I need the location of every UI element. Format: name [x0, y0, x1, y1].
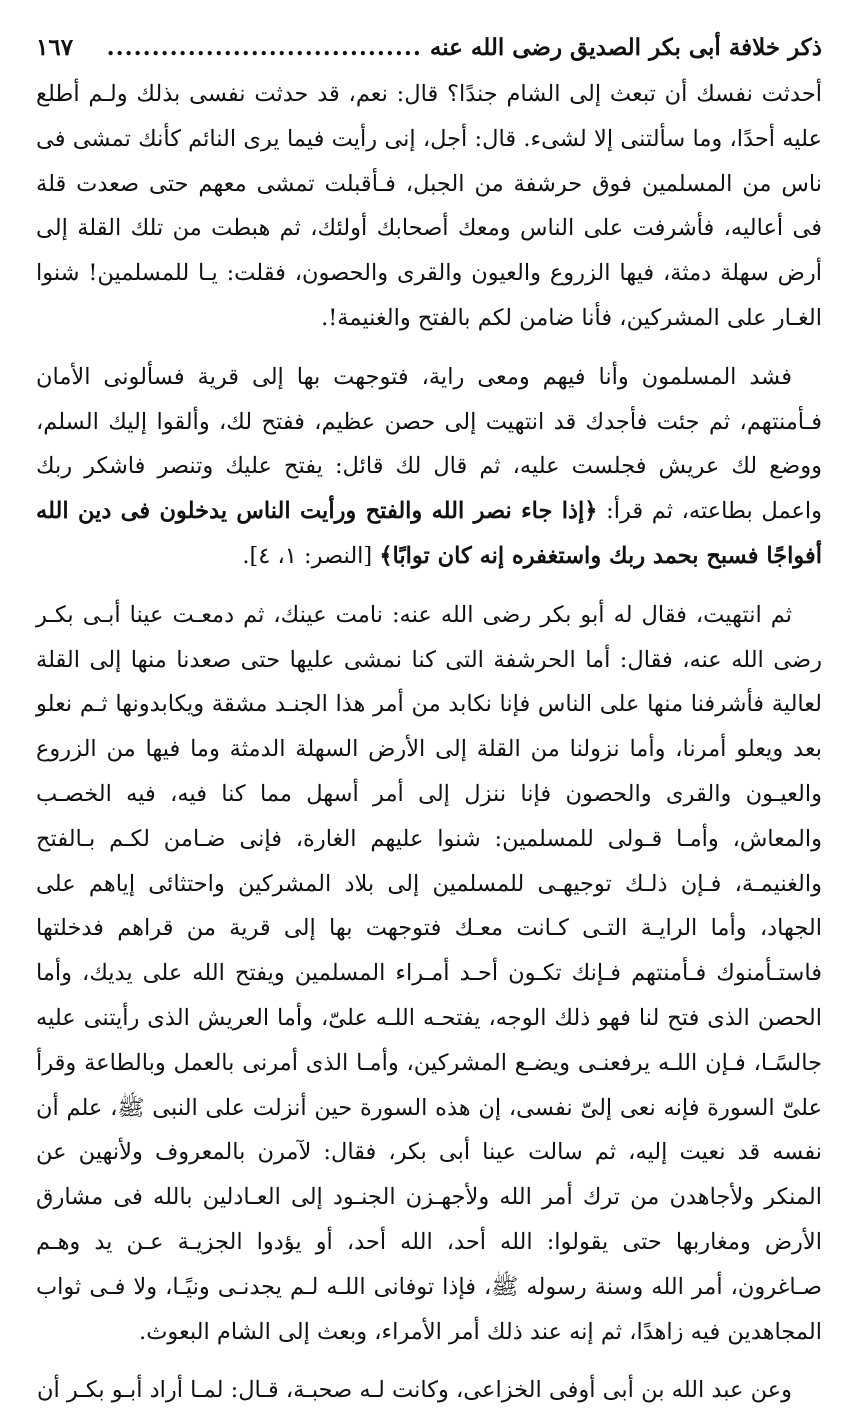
paragraph-next-narration: وعن عبد الله بن أبى أوفى الخزاعى، وكانت لـه صحبـة، قـال: لمـا أراد أبـو بكـر أن — [36, 1377, 792, 1404]
book-page — [36, 34, 822, 1413]
running-header — [36, 34, 822, 72]
leader-dots: ................................... — [106, 34, 422, 61]
paragraph-gap — [36, 579, 822, 593]
chapter-title: ذكر خلافة أبى بكر الصديق رضى الله عنه — [429, 34, 822, 61]
page-number: ١٦٧ — [36, 34, 74, 61]
paragraph-dream-narration: أحدثت نفسك أن تبعث إلى الشام جندًا؟ قال: نعم، قد حدثت نفسى بذلك ولـم أطلع عليه أحدًا، وما سألتنى إلا لشىء. قال: أجل، إنى رأيت فيما يرى النائم كأنك تمشى فى ناس من المسلمين فوق حرشفة من الجبل، فـأقبلت تمشى معهم حتى صعدت قلة فى أعاليه، فأشرفت على الناس ومعك أصحابك أولئك، ثم هبطت من تلك القلة إلى أرض سهلة دمثة، فيها الزروع والعيون والقرى والحصون، فقلت: يـا للمسلمين! شنوا الغـار على المشركين، فأنا ضامن لكم بالفتح والغنيمة!. — [36, 81, 822, 331]
paragraph-gap — [36, 341, 822, 355]
paragraph-dream-continuation — [36, 355, 822, 579]
paragraph-gap — [36, 1354, 822, 1368]
verse-reference: [النصر: ١، ٤]. — [242, 542, 380, 569]
paragraph-dream-interpretation: ثم انتهيت، فقال له أبو بكر رضى الله عنه: نامت عينك، ثم دمعـت عينا أبـى بكـر رضى الله عنه، فقال: أما الحرشفة التى كنا نمشى عليها حتى صعدنا منها إلى القلة لعالية فأشرفنا منها على الناس فإنا نكابد من أمر هذا الجنـد مشقة ويكابدونها ثـم نعلو بعد ويعلو أمرنا، وأما نزولنا من القلة إلى الأرض السهلة الدمثة وما فيها من الزروع والعيـون والقرى والحصون فإنا ننزل إلى أمر أسهل مما كنا فيه، فيه الخصـب والمعاش، وأمـا قـولى للمسلمين: شنوا عليهم الغارة، فإنى ضـامن لكـم بـالفتح والغنيمـة، فـإن ذلـك توجيهـى للمسلمين إلى بلاد المشركين واحتثائى إياهم على الجهاد، وأما الرايـة التـى كـانت معـك فتوجهت بها إلى قرية من قراهم فدخلتها فاستـأمنوك فـأمنتهم فـإنك تكـون أحـد أمـراء المسلمين ويفتح الله على يديك، وأما الحصن الذى فتح لنا فهو ذلك الوجه، يفتحـه اللـه علىّ، وأما العريش الذى رأيتنى عليه جالسًـا، فـإن اللـه يرفعنـى ويضـع المشركين، وأمـا الذى أمرنى بالعمل وبالطاعة وقرأ علىّ السورة فإنه نعى إلىّ نفسى، إن هذه السورة حين أنزلت على النبى ﷺ، علم أن نفسه قد نعيت إليه، ثم سالت عينا أبى بكر، فقال: لآمرن بالمعروف ولأنهين عن المنكر ولأجاهدن من ترك أمر الله ولأجهـزن الجنـود إلى العـادلين بالله فى مشارق الأرض ومغاربها حتى يقولوا: الله أحد، الله أحد، أو يؤدوا الجزيـة عـن يد وهـم صـاغرون، أمر الله وسنة رسوله ﷺ، فإذا توفانى اللـه لـم يجدنـى ونيًـا، ولا فـى ثواب المجاهدين فيه زاهدًا، ثم إنه عند ذلك أمر الأمراء، وبعث إلى الشام البعوث. — [36, 601, 822, 1345]
paragraph-text: فشد المسلمون وأنا فيهم ومعى راية، فتوجهت بها إلى قرية فسألونى الأمان فـأمنتهم، ثم جئت فأجدك قد انتهيت إلى حصن عظيم، ففتح لك، وألقوا إليك السلم، ووضع لك عريش فجلست عليه، ثم قال لك قائل: يفتح عليك وتنصر فاشكر ربك واعمل بطاعته، ثم قرأ: — [36, 363, 822, 525]
quran-verse: ﴿إذا جاء نصر الله والفتح ورأيت الناس يدخلون فى دين الله أفواجًا فسبح بحمد ربك واستغفره إنه كان توابًا﴾ — [36, 498, 822, 569]
